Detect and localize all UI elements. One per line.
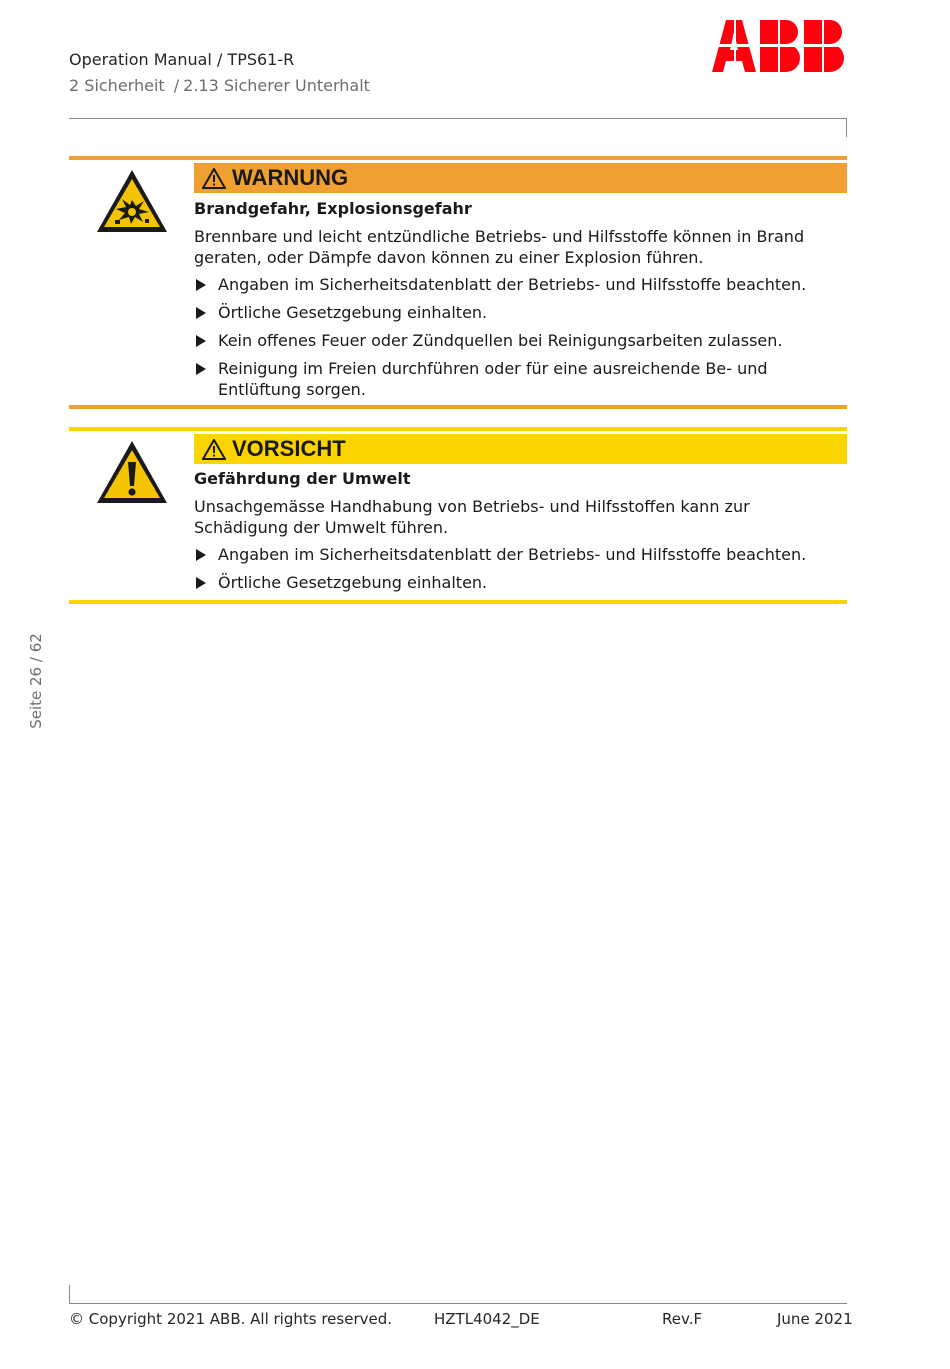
warning-triangle-icon — [202, 439, 226, 460]
breadcrumb — [69, 76, 370, 95]
bullet-arrow-icon — [196, 549, 206, 561]
warning-notice — [69, 156, 847, 411]
header-divider-tick — [846, 118, 847, 137]
bullet-arrow-icon — [196, 335, 206, 347]
notice-bottom-rule — [69, 405, 847, 409]
header-divider — [69, 118, 847, 119]
document-title: Operation Manual / TPS61-R — [69, 50, 295, 69]
footer-copyright: © Copyright 2021 ABB. All rights reserved. — [69, 1310, 393, 1328]
warning-triangle-icon — [202, 168, 226, 189]
caution-notice — [69, 427, 847, 607]
breadcrumb-section-name: Sicherheit — [84, 76, 165, 95]
notice-signal-bar — [194, 163, 847, 193]
list-item: Örtliche Gesetzgebung einhalten. — [194, 302, 844, 323]
bullet-arrow-icon — [196, 279, 206, 291]
notice-action-list — [194, 274, 844, 407]
list-item: Angaben im Sicherheitsdatenblatt der Betriebs- und Hilfsstoffe beachten. — [194, 274, 844, 295]
notice-body: Brennbare und leicht entzündliche Betriebs- und Hilfsstoffe können in Brand geraten, oder Dämpfe davon können zu einer Explosion führen. — [194, 227, 805, 267]
list-item: Kein offenes Feuer oder Zündquellen bei Reinigungsarbeiten zulassen. — [194, 330, 844, 351]
bullet-arrow-icon — [196, 307, 206, 319]
footer-revision: Rev.F — [662, 1310, 703, 1328]
list-item: Reinigung im Freien durchführen oder für eine ausreichende Be- und Entlüftung sorgen. — [194, 358, 844, 400]
notice-top-rule — [69, 427, 847, 431]
footer-document-id: HZTL4042_DE — [434, 1310, 540, 1328]
bullet-arrow-icon — [196, 577, 206, 589]
footer-divider-tick — [69, 1285, 70, 1304]
page-number: Seite 26 / 62 — [26, 633, 45, 729]
notice-heading: Gefährdung der Umwelt — [194, 469, 411, 488]
abb-logo — [712, 20, 847, 72]
breadcrumb-subsection-number: 2.13 — [183, 76, 219, 95]
general-warning-icon — [95, 439, 169, 505]
notice-action-list — [194, 544, 844, 600]
explosive-hazard-icon — [95, 168, 169, 234]
list-item: Örtliche Gesetzgebung einhalten. — [194, 572, 844, 593]
footer-date: June 2021 — [777, 1310, 853, 1328]
notice-body: Unsachgemässe Handhabung von Betriebs- und Hilfsstoffen kann zur Schädigung der Umwelt führen. — [194, 497, 750, 537]
notice-heading: Brandgefahr, Explosionsgefahr — [194, 199, 472, 218]
breadcrumb-section-number: 2 — [69, 76, 80, 95]
breadcrumb-subsection-name: Sicherer Unterhalt — [223, 76, 370, 95]
notice-signal-bar — [194, 434, 847, 464]
footer-divider — [69, 1303, 847, 1304]
notice-bottom-rule — [69, 600, 847, 604]
bullet-arrow-icon — [196, 363, 206, 375]
notice-top-rule — [69, 156, 847, 160]
breadcrumb-separator: / — [173, 76, 180, 95]
list-item: Angaben im Sicherheitsdatenblatt der Betriebs- und Hilfsstoffe beachten. — [194, 544, 844, 565]
signal-word: VORSICHT — [232, 436, 346, 461]
signal-word: WARNUNG — [232, 165, 349, 190]
